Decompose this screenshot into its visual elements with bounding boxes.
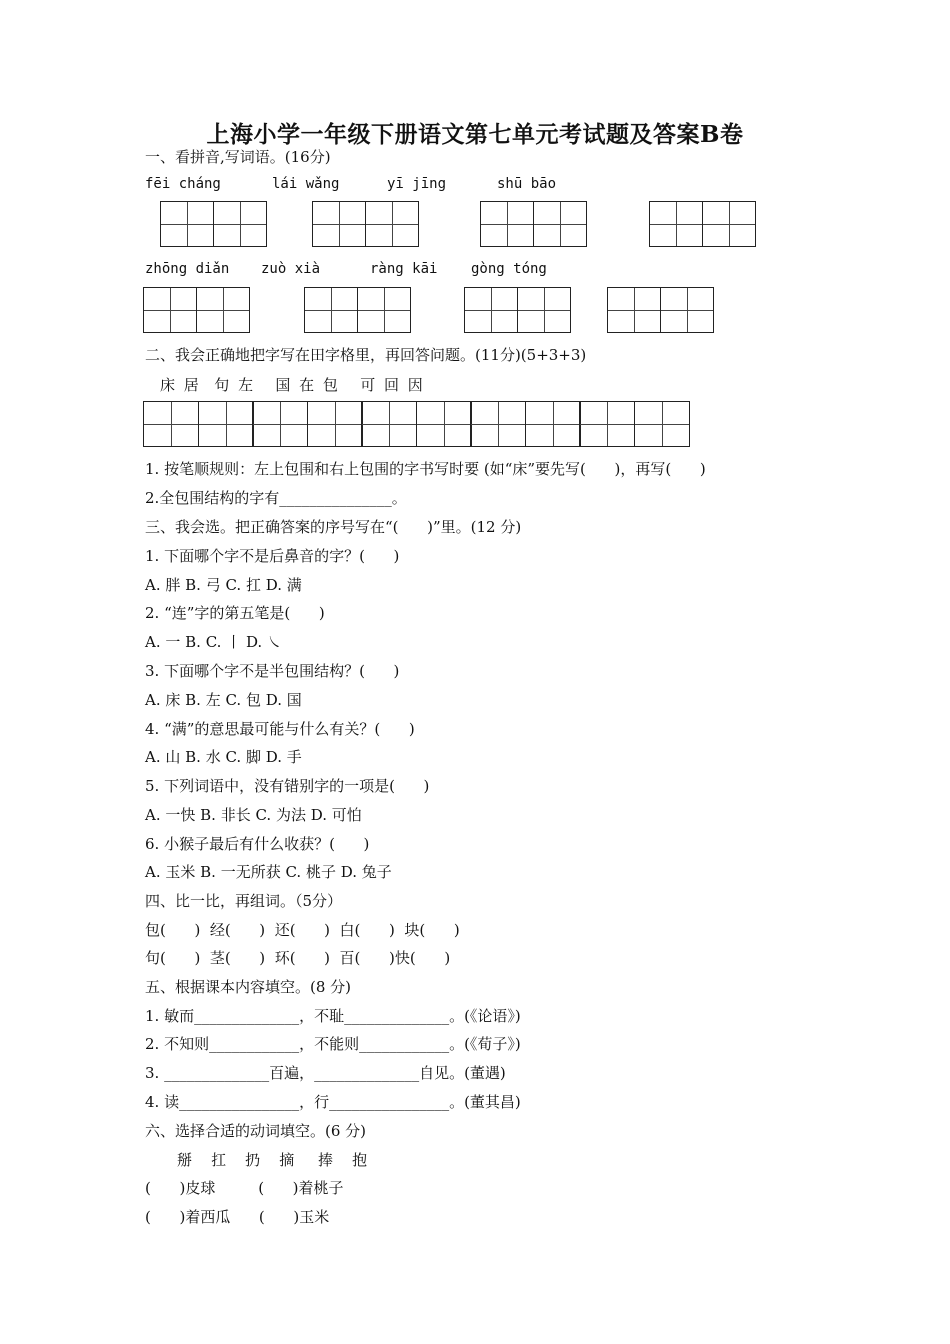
mcq-item: A. 胖 B. 弓 C. 扛 D. 满 <box>145 576 302 594</box>
mcq-item: 1. 下面哪个字不是后鼻音的字？( ) <box>145 547 400 565</box>
mcq-item: A. 床 B. 左 C. 包 D. 国 <box>145 691 302 709</box>
pinyin-6: zuò xià <box>261 261 321 277</box>
compare-row-2: 句( ) 茎( ) 环( ) 百( )快( ) <box>145 949 451 967</box>
write-grid-6[interactable] <box>304 287 409 333</box>
mcq-item: A. 一 B. C. 丨 D. ㇏ <box>145 633 282 651</box>
fill-item: 4. 读________________，行________________。(董其昌) <box>145 1093 521 1111</box>
mcq-item: A. 山 B. 水 C. 脚 D. 手 <box>145 748 302 766</box>
mcq-item: A. 玉米 B. 一无所获 C. 桃子 D. 兔子 <box>145 863 392 881</box>
write-grid-2[interactable] <box>312 201 417 247</box>
write-grid-1[interactable] <box>160 201 265 247</box>
compare-row-1: 包( ) 经( ) 还( ) 白( ) 块( ) <box>145 921 460 939</box>
fill-item: 3. ______________百遍，______________自见。(董遇) <box>145 1064 506 1082</box>
pinyin-8: gòng tóng <box>471 261 547 277</box>
pinyin-7: ràng kāi <box>370 261 438 277</box>
fill-item: 1. 敏而______________，不耻______________。(《论语》) <box>145 1007 521 1025</box>
pinyin-2: lái wǎng <box>272 176 340 192</box>
section-5-heading: 五、根据课本内容填空。(8 分) <box>145 978 352 996</box>
write-grid-5[interactable] <box>143 287 248 333</box>
section-4-heading: 四、比一比，再组词。（5分） <box>145 892 343 910</box>
mcq-item: 5. 下列词语中，没有错别字的一项是( ) <box>145 777 430 795</box>
long-write-grid[interactable] <box>143 401 688 447</box>
section-2-heading: 二、我会正确地把字写在田字格里，再回答问题。(11分)(5+3+3) <box>145 346 587 364</box>
section-2-question-1: 1. 按笔顺规则：左上包围和右上包围的字书写时要 (如“床”要先写( )，再写( ) <box>145 460 706 478</box>
pinyin-4: shū bāo <box>497 176 557 192</box>
pinyin-1: fēi cháng <box>145 176 221 192</box>
mcq-item: 6. 小猴子最后有什么收获？( ) <box>145 835 370 853</box>
write-grid-3[interactable] <box>480 201 585 247</box>
section-3-heading: 三、我会选。把正确答案的序号写在“( )”里。(12 分) <box>145 518 522 536</box>
write-grid-8[interactable] <box>607 287 712 333</box>
fill-item: 2. 不知则____________，不能则____________。(《荀子》) <box>145 1035 521 1053</box>
write-grid-7[interactable] <box>464 287 569 333</box>
verb-fill-row-1: ( )皮球 ( )着桃子 <box>145 1179 344 1197</box>
verb-fill-row-2: ( )着西瓜 ( )玉米 <box>145 1208 330 1226</box>
mcq-item: 2. “连”字的第五笔是( ) <box>145 604 325 622</box>
mcq-item: A. 一快 B. 非长 C. 为法 D. 可怕 <box>145 806 362 824</box>
mcq-item: 3. 下面哪个字不是半包围结构？( ) <box>145 662 400 680</box>
section-2-characters: 床 居 句 左 国 在 包 可 回 因 <box>160 376 425 394</box>
pinyin-3: yī jīng <box>387 176 447 192</box>
section-6-heading: 六、选择合适的动词填空。(6 分) <box>145 1122 367 1140</box>
write-grid-4[interactable] <box>649 201 754 247</box>
section-2-question-2: 2.全包围结构的字有_______________。 <box>145 489 407 507</box>
section-1-heading: 一、看拼音,写词语。(16分) <box>145 148 331 166</box>
verb-options: 掰 扛 扔 摘 捧 抱 <box>177 1151 368 1169</box>
pinyin-5: zhōng diǎn <box>145 261 230 277</box>
page-title: 上海小学一年级下册语文第七单元考试题及答案B卷 <box>206 121 744 148</box>
mcq-item: 4. “满”的意思最可能与什么有关？( ) <box>145 720 415 738</box>
